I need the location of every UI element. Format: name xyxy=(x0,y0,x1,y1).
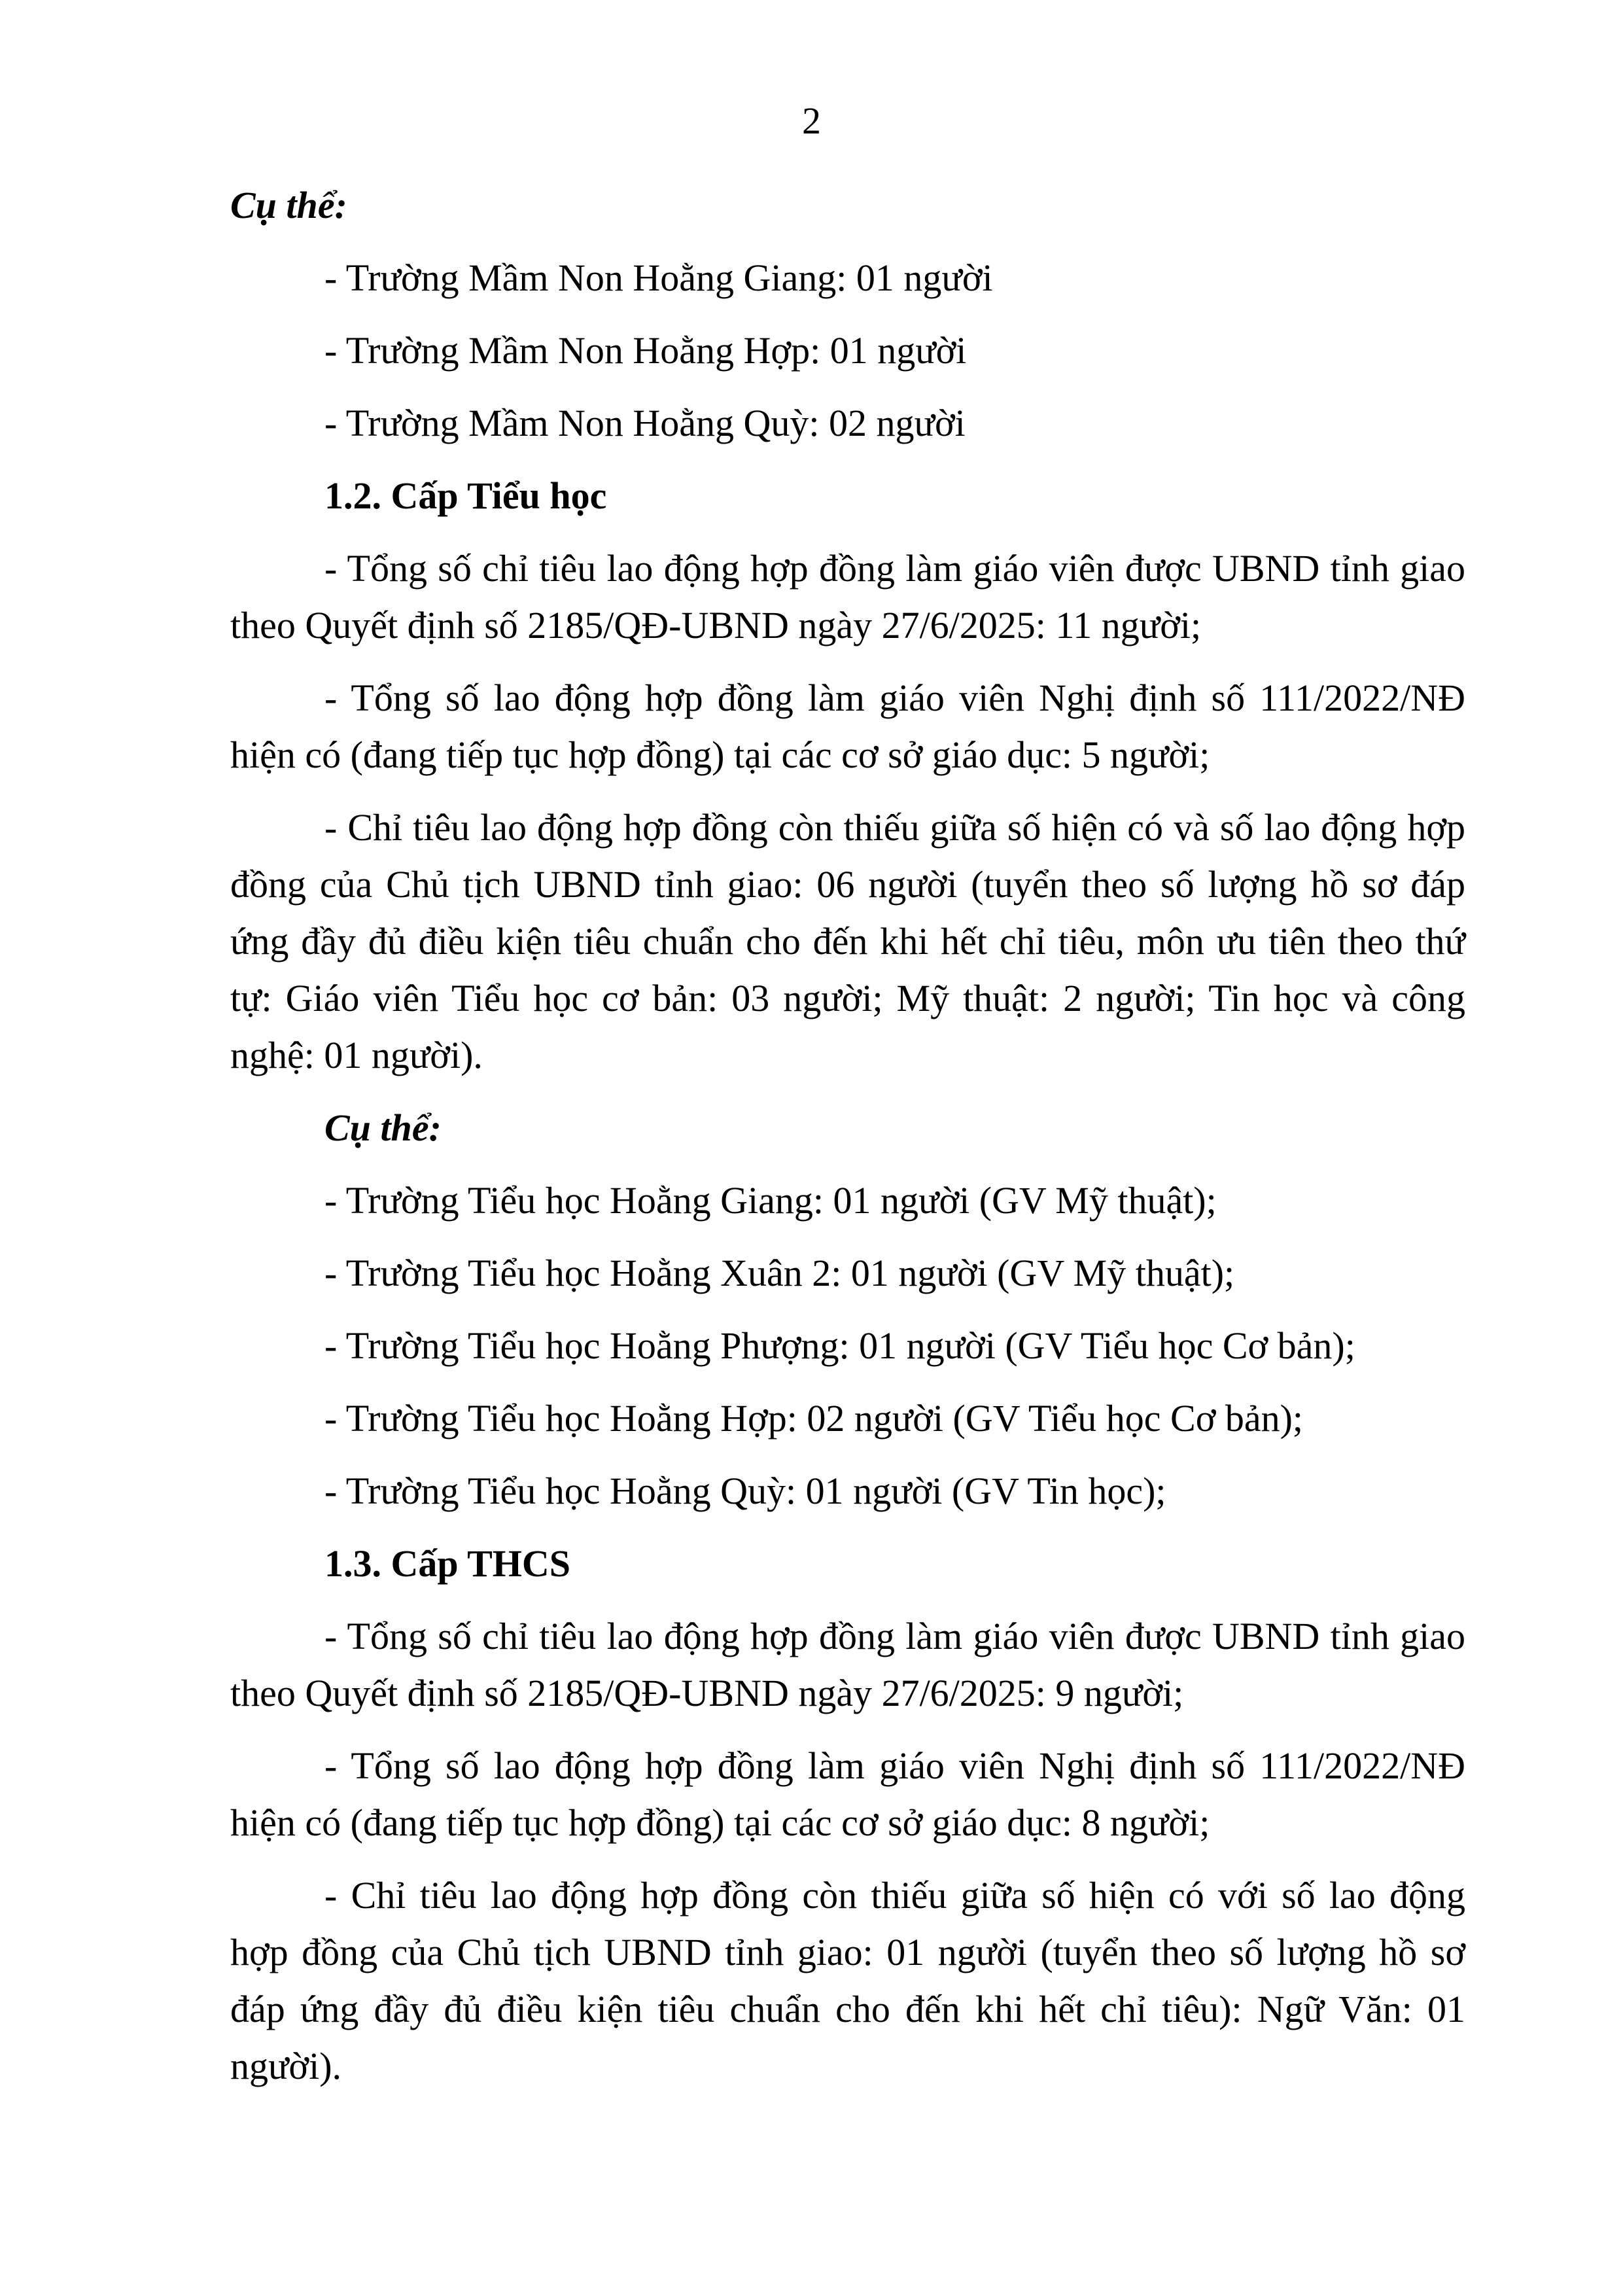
paragraph-line: theo Quyết định số 2185/QĐ-UBND ngày 27/6/2025: 11 người; xyxy=(230,604,1202,646)
paragraph-line: hiện có (đang tiếp tục hợp đồng) tại các cơ sở giáo dục: 5 người; xyxy=(230,733,1210,776)
paragraph-line: tự: Giáo viên Tiểu học cơ bản: 03 người; Mỹ thuật: 2 người; Tin học và công xyxy=(230,977,1465,1019)
paragraph-line: - Tổng số lao động hợp đồng làm giáo viên Nghị định số 111/2022/NĐ xyxy=(324,1744,1465,1787)
list-item: - Trường Mầm Non Hoằng Giang: 01 người xyxy=(324,256,993,299)
paragraph-line: ứng đầy đủ điều kiện tiêu chuẩn cho đến khi hết chỉ tiêu, môn ưu tiên theo thứ xyxy=(230,920,1465,963)
list-item: - Trường Tiểu học Hoằng Giang: 01 người (GV Mỹ thuật); xyxy=(324,1179,1217,1222)
document-body xyxy=(230,177,1465,2094)
paragraph-line: đồng của Chủ tịch UBND tỉnh giao: 06 người (tuyển theo số lượng hồ sơ đáp xyxy=(230,863,1465,906)
list-item: - Trường Tiểu học Hoằng Hợp: 02 người (GV Tiểu học Cơ bản); xyxy=(324,1397,1304,1439)
list-item: - Trường Tiểu học Hoằng Quỳ: 01 người (GV Tin học); xyxy=(324,1470,1166,1512)
paragraph-line: - Tổng số lao động hợp đồng làm giáo viên Nghị định số 111/2022/NĐ xyxy=(324,677,1465,719)
section-heading: 1.2. Cấp Tiểu học xyxy=(324,474,607,517)
paragraph-line: - Tổng số chỉ tiêu lao động hợp đồng làm giáo viên được UBND tỉnh giao xyxy=(324,547,1465,590)
paragraph-line: người). xyxy=(230,2045,342,2087)
specific-label: Cụ thể: xyxy=(230,184,347,226)
list-item: - Trường Mầm Non Hoằng Hợp: 01 người xyxy=(324,329,967,372)
specific-label: Cụ thể: xyxy=(324,1106,442,1149)
paragraph-line: đáp ứng đầy đủ điều kiện tiêu chuẩn cho đến khi hết chỉ tiêu): Ngữ Văn: 01 xyxy=(230,1988,1465,2030)
list-item: - Trường Tiểu học Hoằng Phượng: 01 người (GV Tiểu học Cơ bản); xyxy=(324,1324,1355,1367)
page-number: 2 xyxy=(802,99,821,142)
paragraph-line: - Tổng số chỉ tiêu lao động hợp đồng làm giáo viên được UBND tỉnh giao xyxy=(324,1615,1465,1657)
paragraph-line: nghệ: 01 người). xyxy=(230,1034,483,1076)
paragraph-line: theo Quyết định số 2185/QĐ-UBND ngày 27/6/2025: 9 người; xyxy=(230,1672,1184,1714)
paragraph-line: - Chỉ tiêu lao động hợp đồng còn thiếu giữa số hiện có và số lao động hợp xyxy=(324,806,1465,849)
paragraph-line: hợp đồng của Chủ tịch UBND tỉnh giao: 01 người (tuyển theo số lượng hồ sơ xyxy=(230,1931,1465,1973)
paragraph-line: hiện có (đang tiếp tục hợp đồng) tại các cơ sở giáo dục: 8 người; xyxy=(230,1801,1210,1844)
list-item: - Trường Tiểu học Hoằng Xuân 2: 01 người (GV Mỹ thuật); xyxy=(324,1252,1235,1294)
paragraph-line: - Chỉ tiêu lao động hợp đồng còn thiếu giữa số hiện có với số lao động xyxy=(324,1874,1465,1916)
list-item: - Trường Mầm Non Hoằng Quỳ: 02 người xyxy=(324,402,966,444)
section-heading: 1.3. Cấp THCS xyxy=(324,1542,571,1585)
